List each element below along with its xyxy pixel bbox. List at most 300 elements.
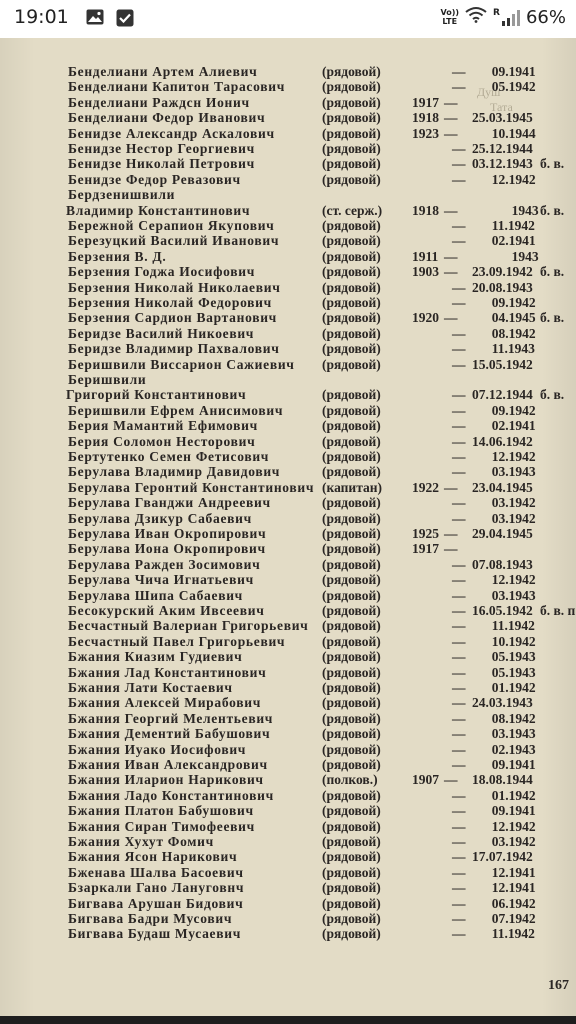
- record-rank: (рядовой): [322, 464, 381, 480]
- record-row: [0, 603, 576, 618]
- record-row: [0, 911, 576, 926]
- record-row: [0, 695, 576, 710]
- record-name: Беришвили Ефрем Анисимович: [68, 402, 284, 418]
- record-row: [0, 95, 576, 110]
- record-row: [0, 372, 576, 387]
- record-death-date: 12.1942: [491, 171, 536, 187]
- record-rank: (рядовой): [322, 757, 381, 772]
- record-name: Бжания Ясон Нарикович: [68, 849, 238, 865]
- record-name: Беридзе Владимир Пахвалович: [68, 341, 280, 357]
- record-death-date: 06.1942: [491, 895, 536, 911]
- record-death-date: 12.1942: [491, 572, 536, 588]
- record-rank: (рядовой): [322, 449, 381, 464]
- record-row: [0, 772, 576, 787]
- record-name: Бигвава Арушан Бидович: [68, 895, 244, 911]
- record-death-date: 01.1942: [491, 680, 536, 695]
- record-rank: (рядовой): [322, 110, 381, 126]
- record-rank: (рядовой): [322, 279, 381, 295]
- bleed-through-text: Тата: [490, 100, 513, 114]
- record-rank: (рядовой): [322, 433, 381, 449]
- record-dash: —: [444, 310, 458, 326]
- record-name: Бжания Лати Костаевич: [68, 680, 233, 695]
- record-death-date: 12.1942: [491, 449, 536, 464]
- record-death-date: 10.1942: [491, 633, 536, 649]
- record-rank: (рядовой): [322, 218, 381, 233]
- document-page: [0, 38, 576, 1016]
- record-name: Берзения В. Д.: [68, 248, 167, 264]
- record-dash: —: [452, 218, 466, 233]
- record-name: Бенделиани Капитон Тарасович: [68, 79, 286, 95]
- record-death-date: 11.1942: [491, 218, 535, 233]
- record-dash: —: [452, 495, 466, 511]
- record-dash: —: [452, 295, 466, 310]
- record-rank: (рядовой): [322, 248, 381, 264]
- record-dash: —: [452, 603, 466, 618]
- record-dash: —: [452, 64, 466, 79]
- image-icon: [86, 9, 104, 29]
- battery-percent: 66%: [525, 6, 566, 28]
- record-row: [0, 711, 576, 726]
- record-dash: —: [452, 341, 466, 357]
- record-row: [0, 418, 576, 433]
- record-dash: —: [452, 926, 466, 942]
- record-rank: (рядовой): [322, 895, 381, 911]
- record-name: Берулава Шипа Сабаевич: [68, 587, 243, 603]
- record-death-date: 07.12.1944: [472, 387, 533, 403]
- record-death-date: 11.1942: [491, 926, 535, 942]
- record-name: Берулава Иван Окропирович: [68, 526, 267, 541]
- record-rank: (рядовой): [322, 695, 381, 711]
- record-dash: —: [444, 110, 458, 126]
- record-death-date: 04.1945: [491, 310, 536, 326]
- record-rank: (рядовой): [322, 633, 381, 649]
- record-row: [0, 834, 576, 849]
- record-death-date: 25.12.1944: [472, 141, 533, 156]
- record-rank: (рядовой): [322, 726, 381, 742]
- record-rank: (рядовой): [322, 741, 381, 757]
- record-death-date: 01.1942: [491, 787, 536, 803]
- record-dash: —: [452, 141, 466, 156]
- record-death-date: 1943: [511, 202, 539, 218]
- record-name: Бенидзе Николай Петрович: [68, 156, 255, 172]
- record-dash: —: [452, 79, 466, 95]
- record-rank: (рядовой): [322, 834, 381, 849]
- record-dash: —: [452, 726, 466, 742]
- record-name: Бенделиани Артем Алиевич: [68, 64, 258, 79]
- record-dash: —: [452, 449, 466, 464]
- record-death-date: 12.1941: [491, 880, 536, 896]
- record-row: [0, 233, 576, 248]
- record-name: Бженава Шалва Басоевич: [68, 864, 244, 880]
- record-name: Берия Мамантий Ефимович: [68, 418, 258, 434]
- record-dash: —: [444, 541, 458, 557]
- record-note: б. в.: [540, 156, 565, 172]
- record-name: Березуцкий Василий Иванович: [68, 233, 280, 249]
- record-name: Бигвава Будаш Мусаевич: [68, 926, 242, 942]
- record-note: б. в.: [540, 202, 565, 218]
- record-name: Берзения Николай Николаевич: [68, 279, 281, 295]
- record-death-date: 23.09.1942: [472, 264, 533, 280]
- record-name: Бигвава Бадри Мусович: [68, 911, 233, 926]
- record-row: [0, 64, 576, 79]
- record-death-date: 05.1943: [491, 664, 536, 680]
- record-death-date: 09.1942: [491, 402, 536, 418]
- record-death-date: 12.1941: [491, 864, 536, 880]
- record-birth-year: 1917: [412, 541, 439, 557]
- record-row: [0, 788, 576, 803]
- record-row: [0, 126, 576, 141]
- record-dash: —: [452, 757, 466, 772]
- record-name: Бенделиани Федор Иванович: [68, 110, 266, 126]
- record-name: Берулава Иона Окропирович: [68, 541, 266, 557]
- volte-label-bottom: LTE: [442, 17, 458, 26]
- record-row: [0, 926, 576, 941]
- record-death-date: 02.1941: [491, 233, 536, 249]
- record-birth-year: 1917: [412, 94, 439, 110]
- record-name: Бенидзе Александр Аскалович: [68, 125, 275, 141]
- record-birth-year: 1918: [412, 110, 439, 126]
- record-rank: (рядовой): [322, 710, 381, 726]
- record-rank: (рядовой): [322, 556, 381, 572]
- record-name: Бжания Иван Александрович: [68, 757, 268, 772]
- record-death-date: 23.04.1945: [472, 479, 533, 495]
- record-birth-year: 1911: [412, 248, 439, 264]
- record-rank: (рядовой): [322, 79, 381, 95]
- record-row: [0, 203, 576, 218]
- record-name: Беришвили Виссарион Сажиевич: [68, 356, 295, 372]
- record-name: Берулава Дзикур Сабаевич: [68, 510, 252, 526]
- record-name: Берия Соломон Несторович: [68, 433, 256, 449]
- record-birth-year: 1907: [412, 772, 439, 788]
- record-dash: —: [452, 402, 466, 418]
- record-death-date: 14.06.1942: [472, 433, 533, 449]
- record-rank: (рядовой): [322, 94, 381, 110]
- record-row: [0, 480, 576, 495]
- signal-icon: [493, 8, 520, 26]
- record-dash: —: [444, 264, 458, 280]
- record-death-date: 02.1941: [491, 418, 536, 434]
- record-death-date: 03.12.1943: [472, 156, 533, 172]
- record-dash: —: [452, 387, 466, 403]
- record-death-date: 03.1943: [491, 464, 536, 480]
- page-number: 167: [548, 978, 569, 993]
- record-row: [0, 541, 576, 556]
- record-death-date: 11.1943: [491, 341, 535, 357]
- record-name: Берулава Ражден Зосимович: [68, 556, 261, 572]
- record-name: Берзения Годжа Иосифович: [68, 264, 256, 280]
- record-dash: —: [452, 710, 466, 726]
- record-death-date: 09.1941: [491, 64, 536, 79]
- record-death-date: 10.1944: [491, 125, 536, 141]
- record-rank: (рядовой): [322, 325, 381, 341]
- record-rank: (рядовой): [322, 341, 381, 357]
- record-death-date: 18.08.1944: [472, 772, 533, 788]
- record-birth-year: 1922: [412, 479, 439, 495]
- record-dash: —: [452, 849, 466, 865]
- record-row: [0, 819, 576, 834]
- record-row: [0, 341, 576, 356]
- record-row: [0, 495, 576, 510]
- record-row: [0, 588, 576, 603]
- record-death-date: 20.08.1943: [472, 279, 533, 295]
- record-row: [0, 326, 576, 341]
- record-row: [0, 110, 576, 125]
- record-rank: (рядовой): [322, 603, 381, 618]
- record-name: Берулава Гванджи Андреевич: [68, 495, 271, 511]
- record-rank: (рядовой): [322, 649, 381, 665]
- record-death-date: 16.05.1942: [472, 603, 533, 618]
- record-name: Бжания Георгий Мелентьевич: [68, 710, 274, 726]
- record-dash: —: [452, 911, 466, 926]
- record-dash: —: [452, 464, 466, 480]
- record-note: б. в.: [540, 264, 565, 280]
- record-death-date: 07.08.1943: [472, 556, 533, 572]
- record-rank: (рядовой): [322, 233, 381, 249]
- record-dash: —: [452, 818, 466, 834]
- record-rank: (рядовой): [322, 618, 381, 634]
- record-name: Бесчастный Павел Григорьевич: [68, 633, 286, 649]
- record-dash: —: [444, 479, 458, 495]
- record-row: [0, 310, 576, 325]
- record-rank: (рядовой): [322, 418, 381, 434]
- record-rank: (рядовой): [322, 587, 381, 603]
- status-right-group: [440, 6, 566, 28]
- record-rank: (рядовой): [322, 880, 381, 896]
- record-dash: —: [452, 864, 466, 880]
- record-row: [0, 742, 576, 757]
- record-birth-year: 1918: [412, 202, 439, 218]
- record-rank: (рядовой): [322, 125, 381, 141]
- record-rank: (рядовой): [322, 64, 381, 79]
- record-dash: —: [452, 664, 466, 680]
- record-row: [0, 634, 576, 649]
- record-name: Бжания Лад Константинович: [68, 664, 267, 680]
- record-rank: (рядовой): [322, 310, 381, 326]
- record-death-date: 09.1941: [491, 803, 536, 819]
- status-bar: [0, 0, 576, 38]
- record-name: Бжания Хухут Фомич: [68, 834, 214, 849]
- record-row: [0, 849, 576, 864]
- record-name: Бжания Иларион Нарикович: [68, 772, 264, 788]
- record-name: Беришвили: [68, 372, 147, 387]
- record-row: [0, 526, 576, 541]
- record-name: Бжания Иуако Иосифович: [68, 741, 247, 757]
- record-death-date: 09.1942: [491, 295, 536, 310]
- record-name: Берзения Сардион Вартанович: [68, 310, 277, 326]
- record-death-date: 03.1942: [491, 834, 536, 849]
- record-rank: (полков.): [322, 772, 378, 788]
- record-rank: (рядовой): [322, 356, 381, 372]
- record-dash: —: [452, 510, 466, 526]
- record-dash: —: [452, 418, 466, 434]
- record-dash: —: [452, 680, 466, 695]
- record-rank: (рядовой): [322, 526, 381, 541]
- record-death-date: 08.1942: [491, 325, 536, 341]
- record-death-date: 03.1942: [491, 495, 536, 511]
- record-death-date: 05.1942: [491, 79, 536, 95]
- record-dash: —: [452, 156, 466, 172]
- record-row: [0, 264, 576, 279]
- record-row: [0, 403, 576, 418]
- record-name: Бенидзе Нестор Георгиевич: [68, 141, 255, 156]
- record-dash: —: [452, 803, 466, 819]
- record-death-date: 24.03.1943: [472, 695, 533, 711]
- record-row: [0, 449, 576, 464]
- record-name: Бертутенко Семен Фетисович: [68, 449, 270, 464]
- record-rank: (рядовой): [322, 664, 381, 680]
- record-dash: —: [444, 772, 458, 788]
- record-dash: —: [452, 171, 466, 187]
- record-row: [0, 649, 576, 664]
- record-rank: (рядовой): [322, 864, 381, 880]
- record-birth-year: 1925: [412, 526, 439, 541]
- record-row: [0, 141, 576, 156]
- record-name: Бжания Сиран Тимофеевич: [68, 818, 255, 834]
- record-note: б. в.: [540, 310, 565, 326]
- record-row: [0, 187, 576, 202]
- signal-roaming-label: R: [493, 8, 500, 18]
- status-time: 19:01: [14, 6, 69, 28]
- record-name: Владимир Константинович: [66, 202, 251, 218]
- record-row: [0, 79, 576, 94]
- record-name: Берулава Владимир Давидович: [68, 464, 281, 480]
- record-row: [0, 726, 576, 741]
- record-row: [0, 665, 576, 680]
- record-row: [0, 896, 576, 911]
- record-death-date: 11.1942: [491, 618, 535, 634]
- record-rank: (капитан): [322, 479, 383, 495]
- record-dash: —: [452, 618, 466, 634]
- record-dash: —: [452, 556, 466, 572]
- record-dash: —: [452, 787, 466, 803]
- record-rank: (рядовой): [322, 402, 381, 418]
- record-row: [0, 865, 576, 880]
- record-rank: (рядовой): [322, 387, 381, 403]
- record-name: Бесчастный Валериан Григорьевич: [68, 618, 309, 634]
- record-death-date: 09.1941: [491, 757, 536, 772]
- record-dash: —: [444, 248, 458, 264]
- record-birth-year: 1920: [412, 310, 439, 326]
- record-birth-year: 1923: [412, 125, 439, 141]
- record-name: Берзения Николай Федорович: [68, 295, 272, 310]
- checkbox-notification-icon: [116, 9, 134, 31]
- record-dash: —: [452, 741, 466, 757]
- record-dash: —: [452, 695, 466, 711]
- record-name: Бжания Алексей Мирабович: [68, 695, 262, 711]
- record-row: [0, 680, 576, 695]
- record-name: Беридзе Василий Никоевич: [68, 325, 255, 341]
- record-dash: —: [452, 356, 466, 372]
- record-rank: (рядовой): [322, 495, 381, 511]
- record-death-date: 07.1942: [491, 911, 536, 926]
- record-dash: —: [444, 125, 458, 141]
- record-name: Григорий Константинович: [66, 387, 247, 403]
- record-row: [0, 218, 576, 233]
- record-name: Бережной Серапион Якупович: [68, 218, 275, 233]
- record-death-date: 29.04.1945: [472, 526, 533, 541]
- record-rank: (рядовой): [322, 141, 381, 156]
- record-dash: —: [444, 202, 458, 218]
- record-rank: (рядовой): [322, 572, 381, 588]
- record-rank: (рядовой): [322, 803, 381, 819]
- record-name: Бесокурский Аким Ивсеевич: [68, 603, 265, 618]
- record-rank: (рядовой): [322, 510, 381, 526]
- bleed-through-text: Душ: [477, 85, 501, 99]
- record-name: Бжания Платон Бабушович: [68, 803, 254, 819]
- record-name: Бзаркали Гано Лануговнч: [68, 880, 245, 896]
- record-row: [0, 572, 576, 587]
- record-death-date: 1943: [511, 248, 539, 264]
- record-rank: (рядовой): [322, 849, 381, 865]
- record-dash: —: [452, 325, 466, 341]
- record-rank: (рядовой): [322, 156, 381, 172]
- record-row: [0, 618, 576, 633]
- record-death-date: 12.1942: [491, 818, 536, 834]
- record-row: [0, 434, 576, 449]
- record-row: [0, 757, 576, 772]
- record-name: Бжания Дементий Бабушович: [68, 726, 271, 742]
- record-rank: (ст. серж.): [322, 202, 383, 218]
- record-name: Берулава Геронтий Константинович: [68, 479, 315, 495]
- wifi-icon: [465, 6, 487, 28]
- record-death-date: 03.1943: [491, 587, 536, 603]
- record-name: Берулава Чича Игнатьевич: [68, 572, 254, 588]
- record-rank: (рядовой): [322, 541, 381, 557]
- record-row: [0, 156, 576, 171]
- record-death-date: 25.03.1945: [472, 110, 533, 126]
- record-dash: —: [452, 649, 466, 665]
- record-rank: (рядовой): [322, 171, 381, 187]
- record-dash: —: [452, 572, 466, 588]
- record-birth-year: 1903: [412, 264, 439, 280]
- volte-icon: [440, 8, 459, 26]
- record-row: [0, 803, 576, 818]
- record-rank: (рядовой): [322, 787, 381, 803]
- record-row: [0, 295, 576, 310]
- record-dash: —: [452, 834, 466, 849]
- record-name: Бжания Киазим Гудиевич: [68, 649, 243, 665]
- record-row: [0, 249, 576, 264]
- record-row: [0, 172, 576, 187]
- record-death-date: 17.07.1942: [472, 849, 533, 865]
- record-row: [0, 387, 576, 402]
- record-rank: (рядовой): [322, 264, 381, 280]
- record-row: [0, 280, 576, 295]
- volte-label-top: Vo)): [440, 8, 460, 17]
- record-rank: (рядовой): [322, 911, 381, 926]
- record-death-date: 02.1943: [491, 741, 536, 757]
- record-death-date: 05.1943: [491, 649, 536, 665]
- record-death-date: 03.1943: [491, 726, 536, 742]
- record-dash: —: [452, 233, 466, 249]
- record-note: б. в.: [540, 387, 565, 403]
- record-dash: —: [452, 279, 466, 295]
- record-row: [0, 880, 576, 895]
- record-dash: —: [452, 433, 466, 449]
- record-rank: (рядовой): [322, 926, 381, 942]
- record-dash: —: [444, 526, 458, 541]
- record-note: б. в. п: [540, 603, 576, 618]
- record-rank: (рядовой): [322, 680, 381, 695]
- bottom-edge: [0, 1016, 576, 1024]
- record-death-date: 08.1942: [491, 710, 536, 726]
- record-dash: —: [452, 880, 466, 896]
- record-death-date: 15.05.1942: [472, 356, 533, 372]
- record-row: [0, 464, 576, 479]
- record-rank: (рядовой): [322, 295, 381, 310]
- record-row: [0, 511, 576, 526]
- record-name: Бердзенишвили: [68, 187, 176, 203]
